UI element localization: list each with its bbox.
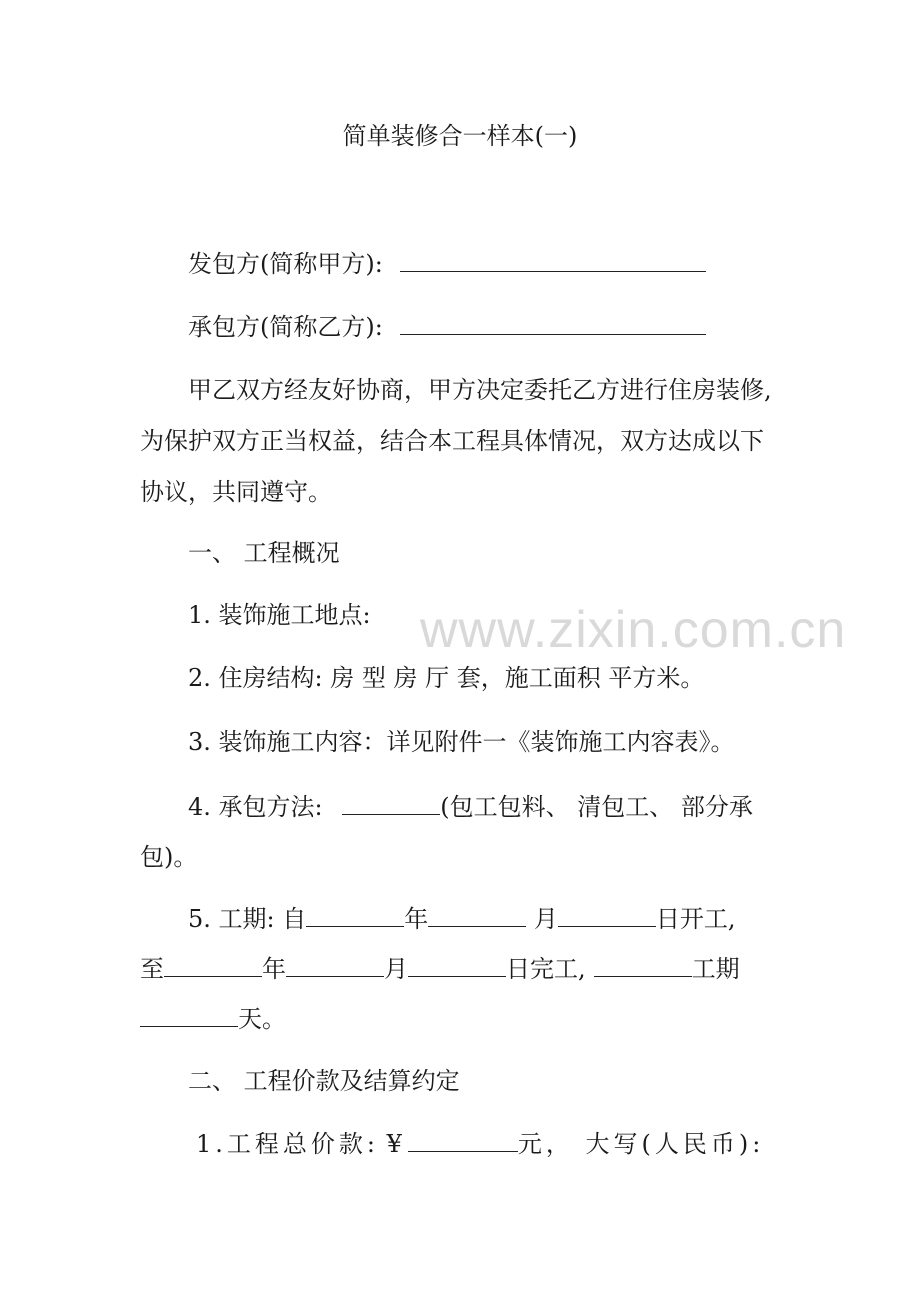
currency-symbol: ¥ — [386, 1130, 402, 1158]
section-1-item-2: 2. 住房结构: 房 型 房 厅 套，施工面积 平方米。 — [188, 664, 705, 692]
end-year-blank — [164, 954, 262, 977]
duration-days-blank — [140, 1004, 238, 1027]
document-title: 简单装修合一样本(一) — [342, 122, 578, 150]
party-b-blank — [400, 312, 706, 335]
party-a-line — [188, 248, 838, 280]
party-b-line — [188, 311, 838, 343]
section-1-item-4-cont: 包)。 — [140, 843, 198, 871]
year-label: 年 — [404, 905, 429, 933]
party-b-label: 承包方(简称乙方): — [188, 313, 383, 341]
party-a-blank — [400, 249, 706, 272]
start-month-blank — [428, 904, 526, 927]
party-a-label: 发包方(简称甲方): — [188, 250, 383, 278]
total-price-label: 1.工程总价款: — [196, 1130, 379, 1158]
start-day-blank — [558, 904, 656, 927]
section-2-item-1 — [196, 1128, 846, 1160]
year-label: 年 — [262, 955, 286, 983]
start-year-blank — [306, 904, 404, 927]
end-label: 日完工, — [506, 955, 586, 983]
section-1-item-5-line-1 — [188, 903, 838, 935]
days-label: 天。 — [238, 1005, 286, 1033]
intro-line-2: 为保护双方正当权益，结合本工程具体情况，双方达成以下 — [140, 427, 764, 455]
item-5-from-label: 5. 工期: 自 — [188, 905, 307, 933]
item-4-label: 4. 承包方法: — [188, 793, 323, 821]
section-1-item-4 — [188, 791, 838, 823]
month-label: 月 — [533, 905, 558, 933]
start-label: 日开工, — [655, 905, 736, 933]
watermark: www.zixin.com.cn — [420, 601, 847, 659]
section-1-item-5-line-3 — [140, 1003, 790, 1035]
month-label: 月 — [384, 955, 408, 983]
section-1-heading: 一、 工程概况 — [188, 539, 340, 567]
total-price-blank — [408, 1129, 518, 1152]
section-1-item-3: 3. 装饰施工内容：详见附件一《装饰施工内容表》。 — [188, 728, 735, 756]
intro-line-3: 协议，共同遵守。 — [140, 478, 332, 506]
duration-label: 工期 — [691, 955, 740, 983]
item-4-blank — [342, 792, 440, 815]
end-day-blank — [408, 954, 506, 977]
amount-in-words-label: 元， 大写(人民币): — [517, 1130, 765, 1158]
section-1-item-5-line-2 — [140, 953, 790, 985]
end-month-blank — [286, 954, 384, 977]
section-1-item-1: 1. 装饰施工地点: — [188, 601, 371, 629]
duration-prefix-blank — [594, 954, 692, 977]
intro-line-1: 甲乙双方经友好协商，甲方决定委托乙方进行住房装修, — [188, 376, 772, 404]
section-2-heading: 二、 工程价款及结算约定 — [188, 1067, 460, 1095]
item-4-options: (包工包料、 清包工、 部分承 — [440, 793, 753, 821]
to-label: 至 — [140, 955, 164, 983]
